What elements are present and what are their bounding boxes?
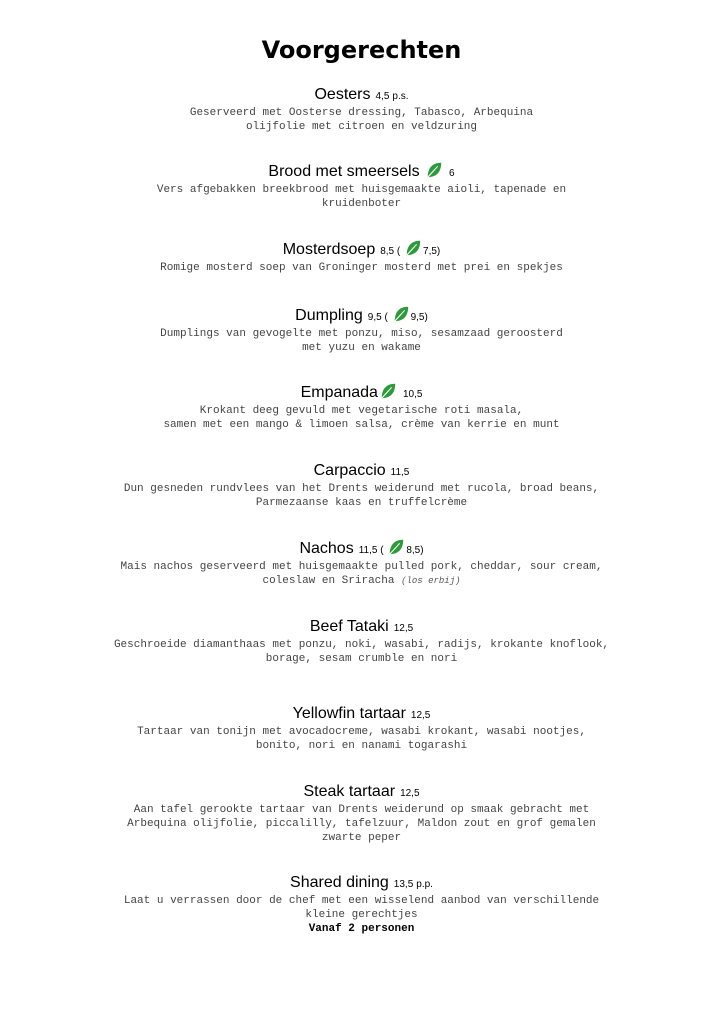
price-bracket: ( (384, 312, 388, 323)
item-description: Laat u verrassen door de chef met een wisselend aanbod van verschillende kleine gerechtjes (123, 895, 600, 921)
veg-price: 7,5) (423, 246, 441, 257)
item-description: Krokant deeg gevuld met vegetarische roti masala, samen met een mango & limoen salsa, crème van kerrie en munt (163, 405, 560, 431)
item-price: 6 (449, 168, 455, 179)
item-heading (0, 161, 723, 183)
page-title: Voorgerechten (261, 36, 462, 64)
price-value: 4,5 (375, 91, 390, 102)
price-value: 9,5 (367, 312, 382, 323)
item-description: Dumplings van gevogelte met ponzu, miso, sesamzaad geroosterd met yuzu en wakame (160, 328, 563, 354)
item-heading (0, 703, 723, 725)
item-description: Aan tafel gerookte tartaar van Drents weiderund op smaak gebracht met Arbequina olijfolie, piccalilly, tafelzuur, Maldon zout en grof gemalen zwarte peper (127, 804, 596, 844)
item-price: 12,5 (400, 788, 420, 799)
price-bracket: ( (396, 246, 401, 257)
veg-price: 9,5) (410, 312, 428, 323)
item-heading (0, 460, 723, 482)
item-heading (0, 305, 723, 327)
leaf-icon (392, 305, 410, 323)
item-name: Empanada (300, 384, 378, 401)
item-description: Romige mosterd soep van Groninger mosterd met prei en spekjes (160, 262, 563, 274)
menu-item-brood-met-smeersels (0, 161, 723, 211)
menu-item-steak-tartaar (0, 781, 723, 845)
price-bracket: ( (380, 545, 384, 556)
item-description: Geserveerd met Oosterse dressing, Tabasco, Arbequina olijfolie met citroen en veldzuring (189, 107, 534, 133)
item-name: Steak tartaar (303, 783, 396, 800)
leaf-icon (387, 538, 405, 556)
price-unit: p.s. (392, 91, 409, 102)
item-description: Tartaar van tonijn met avocadocreme, wasabi krokant, wasabi nootjes, bonito, nori en nanami togarashi (137, 726, 586, 752)
item-price (375, 91, 408, 102)
price-value: 13,5 (393, 879, 414, 890)
item-name: Dumpling (295, 307, 363, 324)
menu-item-nachos (0, 538, 723, 588)
item-price (394, 879, 433, 890)
item-price: 11,5 (390, 467, 410, 478)
leaf-icon (425, 161, 443, 179)
item-description: Geschroeide diamanthaas met ponzu, noki, wasabi, radijs, krokante knoflook, borage, sesam crumble en nori (113, 639, 610, 665)
item-name: Carpaccio (313, 462, 386, 479)
menu-item-beef-tataki (0, 616, 723, 666)
item-name: Oesters (314, 86, 371, 103)
item-description (72, 560, 652, 588)
leaf-icon (379, 382, 397, 400)
item-heading (0, 781, 723, 803)
price-value: 11,5 (358, 545, 378, 556)
description-note: (los erbij) (401, 576, 461, 586)
menu-item-empanada (0, 382, 723, 432)
veg-price: 8,5) (406, 545, 424, 556)
item-price (368, 312, 428, 323)
menu-item-mosterdsoep (0, 239, 723, 275)
item-name: Nachos (299, 540, 354, 557)
item-price: 12,5 (410, 710, 431, 721)
item-name: Mosterdsoep (282, 241, 376, 258)
item-description: Dun gesneden rundvlees van het Drents weiderund met rucola, broad beans, Parmezaanse kaas en truffelcrème (123, 483, 600, 509)
item-heading (0, 616, 723, 638)
price-unit: p.p. (416, 879, 433, 890)
menu-item-yellowfin-tartaar (0, 703, 723, 753)
item-heading (0, 538, 723, 560)
item-name: Shared dining (290, 874, 389, 891)
item-heading (0, 382, 723, 404)
item-description: Vers afgebakken breekbrood met huisgemaakte aioli, tapenade en kruidenboter (156, 184, 567, 210)
item-heading (0, 872, 723, 894)
item-heading (0, 84, 723, 106)
item-price (380, 246, 440, 257)
menu-item-dumpling (0, 305, 723, 355)
minimum-persons-note: Vanaf 2 personen (308, 923, 415, 935)
menu-item-shared-dining (0, 872, 723, 936)
item-heading (0, 239, 723, 261)
menu-item-carpaccio (0, 460, 723, 510)
description-text: Mais nachos geserveerd met huisgemaakte pulled pork, cheddar, sour cream, coleslaw en Sriracha (120, 561, 603, 587)
price-value: 8,5 (380, 246, 395, 257)
leaf-icon (404, 239, 422, 257)
item-price (359, 545, 424, 556)
item-name: Brood met smeersels (268, 163, 420, 180)
item-price: 12,5 (393, 623, 414, 634)
item-name: Yellowfin tartaar (292, 705, 406, 722)
item-name: Beef Tataki (309, 618, 389, 635)
item-price: 10,5 (402, 389, 423, 400)
menu-item-oesters (0, 84, 723, 134)
